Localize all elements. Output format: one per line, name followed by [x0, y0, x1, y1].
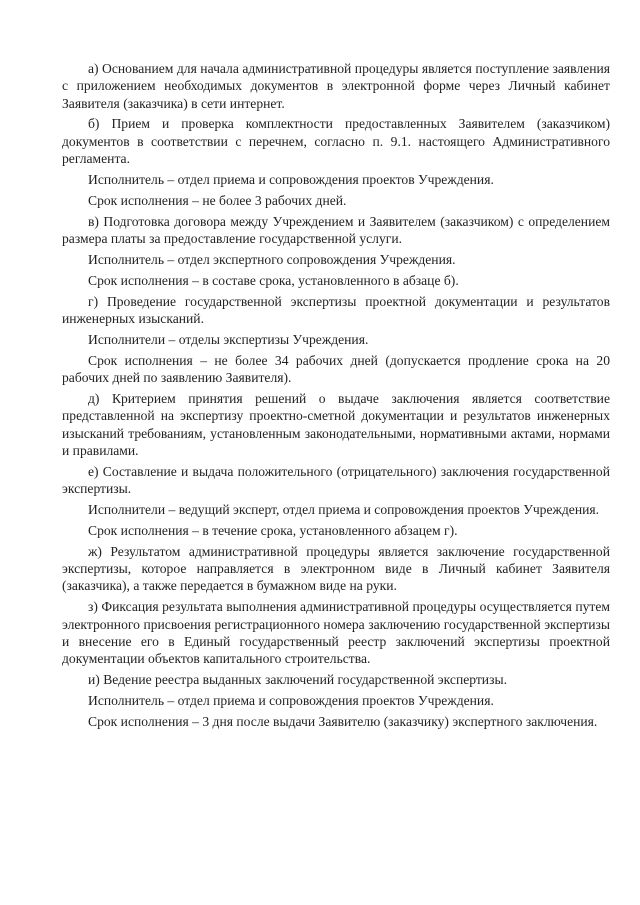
- paragraph-executor: Исполнитель – отдел приема и сопровождения проектов Учреждения.: [88, 692, 494, 708]
- paragraph-v-contract: в) Подготовка договора между Учреждением и Заявителем (заказчиком) с определением размера платы за предоставление государственной услуги.: [62, 213, 610, 247]
- paragraph-g-expertise: г) Проведение государственной экспертизы проектной документации и результатов инженерных изысканий.: [62, 293, 610, 327]
- paragraph-d-criterion: д) Критерием принятия решений о выдаче заключения является соответствие представленной на экспертизу проектно-сметной документации и результатов инженерных изысканий требованиям, установленным законодательными, нормативными актами, нормами и правилами.: [62, 390, 610, 458]
- paragraph-deadline: Срок исполнения – в составе срока, установленного в абзаце б).: [88, 272, 459, 288]
- paragraph-z-recording: з) Фиксация результата выполнения административной процедуры осуществляется путем электронного присвоения регистрационного номера заключению государственной экспертизы и внесение его в Единый государственный реестр заключений экспертизы проектной документации объектов капитального строительства.: [62, 599, 610, 667]
- document-page: [62, 60, 610, 734]
- paragraph-a-basis: а) Основанием для начала административной процедуры является поступление заявления с приложением необходимых документов в электронной форме через Личный кабинет Заявителя (заказчика) в сети интернет.: [62, 61, 610, 111]
- paragraph-deadline: Срок исполнения – в течение срока, установленного абзацем г).: [88, 522, 458, 538]
- paragraph-deadline: Срок исполнения – 3 дня после выдачи Заявителю (заказчику) экспертного заключения.: [88, 713, 598, 729]
- paragraph-i-registry: и) Ведение реестра выданных заключений государственной экспертизы.: [88, 672, 507, 687]
- paragraph-executor: Исполнитель – отдел экспертного сопровождения Учреждения.: [88, 251, 456, 267]
- paragraph-deadline: Срок исполнения – не более 34 рабочих дней (допускается продление срока на 20 рабочих дней по заявлению Заявителя).: [62, 352, 610, 386]
- paragraph-zh-result: ж) Результатом административной процедуры является заключение государственной экспертизы, которое направляется в электронном виде в Личный кабинет Заявителя (заказчика), а также передается в бумажном виде на руки.: [62, 543, 610, 594]
- paragraph-executor: Исполнители – отделы экспертизы Учреждения.: [88, 331, 369, 347]
- paragraph-e-conclusion: е) Составление и выдача положительного (отрицательного) заключения государственной экспертизы.: [62, 463, 610, 497]
- paragraph-deadline: Срок исполнения – не более 3 рабочих дней.: [88, 192, 347, 208]
- paragraph-executor: Исполнители – ведущий эксперт, отдел приема и сопровождения проектов Учреждения.: [88, 501, 600, 517]
- paragraph-executor: Исполнитель – отдел приема и сопровождения проектов Учреждения.: [88, 171, 494, 187]
- paragraph-b-reception: б) Прием и проверка комплектности предоставленных Заявителем (заказчиком) документов в соответствии с перечнем, согласно п. 9.1. настоящего Административного регламента.: [62, 116, 610, 167]
